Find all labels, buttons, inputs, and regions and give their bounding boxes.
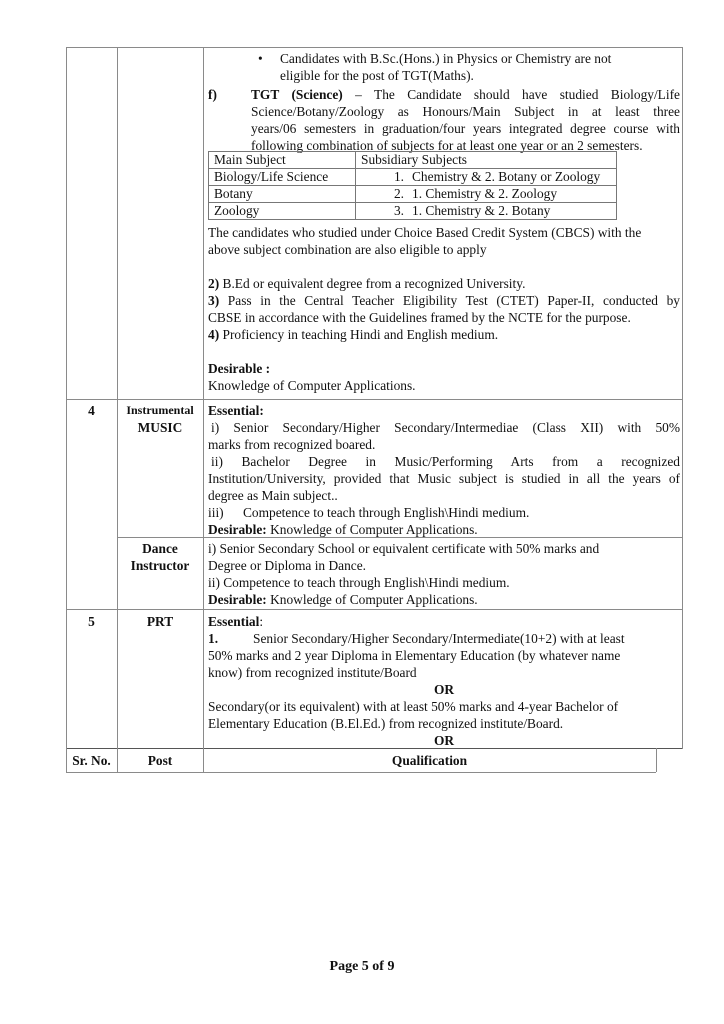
- requirement-4: 4) Proficiency in teaching Hindi and English medium.: [208, 327, 499, 342]
- header-qualification: Qualification: [391, 753, 468, 768]
- qualification-line: marks from recognized boared.: [208, 437, 376, 452]
- qualification-line: i) Senior Secondary School or equivalent certificate with 50% marks and: [208, 541, 600, 556]
- qualification-line: degree as Main subject..: [208, 488, 338, 503]
- or-separator: OR: [433, 682, 455, 697]
- qualification-line: i) Senior Secondary/Higher Secondary/Intermediae (Class XII) with 50%: [211, 420, 680, 435]
- qualification-cell-dance: [208, 540, 680, 608]
- page-number: Page 5 of 9: [329, 959, 395, 974]
- requirement-2: 2) B.Ed or equivalent degree from a recognized University.: [208, 276, 526, 291]
- qualification-line: Degree or Diploma in Dance.: [208, 558, 367, 573]
- qualification-cell-prt: [208, 613, 680, 749]
- qualification-line: iii) Competence to teach through English\Hindi medium.: [208, 505, 530, 520]
- paragraph-line: years/06 semesters in graduation/four years integrated degree course with: [251, 121, 680, 136]
- continued-requirements: [208, 224, 680, 394]
- desirable-label: Desirable :: [208, 361, 271, 376]
- table-row: [209, 186, 617, 203]
- post-line: Instructor: [130, 558, 190, 573]
- qualification-cell-music: [208, 402, 680, 538]
- column-divider-1: [117, 47, 118, 749]
- table-right-border: [682, 47, 683, 749]
- row-divider-row4-row5: [66, 609, 682, 610]
- desirable-line: Desirable: Knowledge of Computer Applications.: [208, 522, 478, 537]
- header-subsidiary-subjects: Subsidiary Subjects: [356, 152, 617, 169]
- post-cell-prt: PRT: [146, 614, 174, 629]
- qualification-line: 50% marks and 2 year Diploma in Elementary Education (by whatever name: [208, 648, 621, 663]
- main-subject-cell: Biology/Life Science: [209, 169, 356, 186]
- table-left-border: [66, 47, 67, 749]
- tgt-science-title: TGT (Science): [251, 87, 343, 102]
- cbcs-line: above subject combination are also eligible to apply: [208, 242, 487, 257]
- paragraph-line: following combination of subjects for at least one year or an 2 semesters.: [251, 138, 643, 153]
- paragraph-line: Science/Botany/Zoology as Honours/Main Subject in at least three: [251, 104, 680, 119]
- desirable-text: Knowledge of Computer Applications.: [208, 378, 416, 393]
- bullet-icon: •: [258, 51, 263, 66]
- bullet-text-line: Candidates with B.Sc.(Hons.) in Physics or Chemistry are not: [280, 51, 612, 66]
- bullet-text-line: eligible for the post of TGT(Maths).: [280, 68, 474, 83]
- post-line: MUSIC: [137, 420, 183, 435]
- qualification-line: know) from recognized institute/Board: [208, 665, 417, 680]
- qualification-line: Elementary Education (B.El.Ed.) from recognized institute/Board.: [208, 716, 564, 731]
- qualification-line: 1. Senior Secondary/Higher Secondary/Intermediate(10+2) with at least: [208, 631, 625, 646]
- or-separator: OR: [433, 733, 455, 748]
- post-line: Instrumental: [126, 403, 194, 417]
- column-divider-2: [203, 47, 204, 749]
- post-cell-instrumental-music: [117, 402, 203, 436]
- header-row-right-border: [656, 748, 657, 772]
- requirement-3-cont: CBSE in accordance with the Guidelines framed by the NCTE for the purpose.: [208, 310, 631, 325]
- table-top-border: [66, 47, 682, 48]
- table-row: [209, 169, 617, 186]
- tgt-science-paragraph: [251, 86, 680, 154]
- essential-label: Essential:: [208, 403, 264, 418]
- qualification-line: ii) Bachelor Degree in Music/Performing Arts from a recognized: [211, 454, 680, 469]
- subsidiary-cell: 3. 1. Chemistry & 2. Botany: [356, 203, 617, 220]
- desirable-line: Desirable: Knowledge of Computer Applications.: [208, 592, 478, 607]
- post-line: Dance: [142, 541, 178, 556]
- sr-no-cell: 5: [88, 614, 95, 629]
- header-post: Post: [147, 753, 173, 768]
- subsidiary-cell: 2. 1. Chemistry & 2. Zoology: [356, 186, 617, 203]
- item-label: f): [208, 87, 217, 102]
- qualification-line: Secondary(or its equivalent) with at least 50% marks and 4-year Bachelor of: [208, 699, 619, 714]
- paragraph-line: TGT (Science) – The Candidate should have studied Biology/Life: [251, 87, 680, 102]
- cbcs-line: The candidates who studied under Choice Based Credit System (CBCS) with the: [208, 225, 642, 240]
- header-main-subject: Main Subject: [209, 152, 356, 169]
- subject-combination-table: [208, 151, 617, 220]
- post-cell-dance-instructor: [117, 540, 203, 574]
- table-header-row: [209, 152, 617, 169]
- requirement-3: 3) Pass in the Central Teacher Eligibility Test (CTET) Paper-II, conducted by: [208, 293, 680, 308]
- header-row-bottom-border: [66, 772, 656, 773]
- header-sr-no: Sr. No.: [72, 753, 111, 768]
- qualification-line: ii) Competence to teach through English\Hindi medium.: [208, 575, 510, 590]
- qualification-line: Institution/University, provided that Music subject is studied in all the years of: [208, 471, 680, 486]
- sr-no-cell: 4: [88, 403, 95, 418]
- table-row: [209, 203, 617, 220]
- subsidiary-cell: 1. Chemistry & 2. Botany or Zoology: [356, 169, 617, 186]
- row-divider-continued-row4: [66, 399, 682, 400]
- main-subject-cell: Botany: [209, 186, 356, 203]
- bullet-item: [258, 50, 680, 84]
- essential-label: Essential:: [208, 614, 264, 629]
- main-subject-cell: Zoology: [209, 203, 356, 220]
